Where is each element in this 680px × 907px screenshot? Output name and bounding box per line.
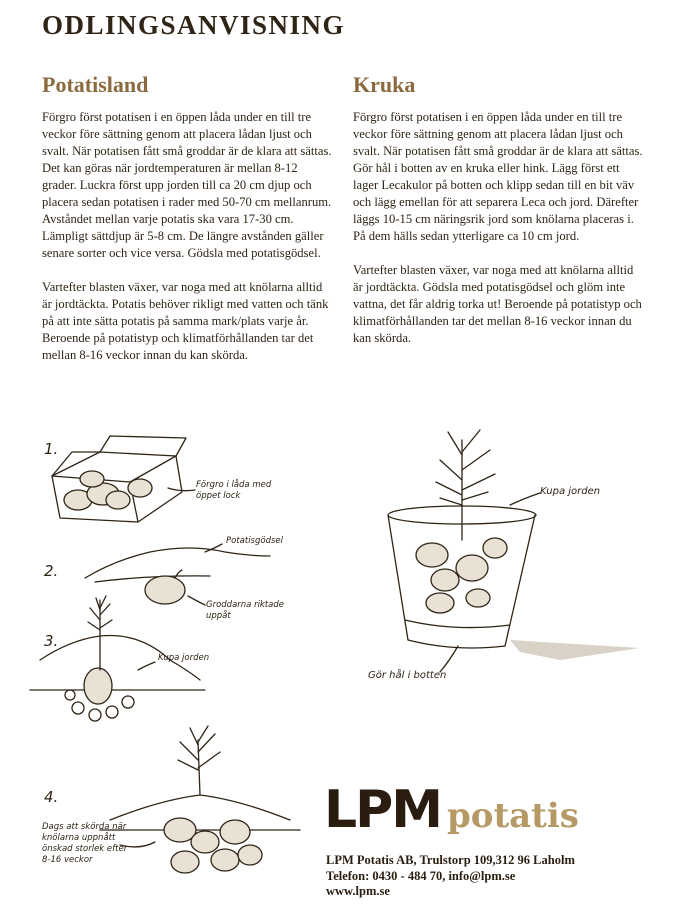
potatisland-paragraph-1: Förgro först potatisen i en öppen låda under en till tre veckor före sättning genom att placera lådan ljust och svalt. När potatisen fått små groddar är de klara att sättas. Det kan göras när jordtemperaturen är mellan 8-12 grader. Luckra först upp jorden till ca 20 cm djup och placera sedan potatisen i rader med 50-70 cm mellanrum. Avståndet mellan varje potatis ska vara 17-30 cm. Lämpligt sättdjup är 5-8 cm. De längre avstånden gäller senare sorter och vice versa. Gödsla med potatisgödsel. xyxy=(42,110,332,260)
step-4-number: 4. xyxy=(44,788,59,806)
brand-logo xyxy=(324,780,579,840)
step-1-caption: Förgro i låda med öppet lock xyxy=(196,480,272,501)
step-1-number: 1. xyxy=(44,440,59,458)
kruka-paragraph-1: Förgro först potatisen i en öppen låda under en till tre veckor före sättning genom att placera lådan ljust och svalt. När potatisen fått små groddar är de klara att sättas. Gör hål i botten av en kruka eller hink. Lägg först ett lager Lecakulor på botten och klipp sedan till en bit väv och lägg emellan för att separera Leca och jord. Därefter läggs 10-15 cm näringsrik jord som knölarna placeras i. På dem hälls sedan ytterligare ca 10 cm jord. xyxy=(353,110,643,243)
contact-website[interactable]: www.lpm.se xyxy=(326,884,390,898)
brand-lpm-wordmark: LPM xyxy=(324,780,441,840)
potatisland-paragraph-2: Vartefter blasten växer, var noga med att knölarna alltid är jordtäckta. Potatis behöver rikligt med vatten och tänk på att inte sätta potatis på samma mark/plats varje år. Beroende på potatistyp och klimatförhållanden tar det mellan 8-16 veckor innan du kan skörda. xyxy=(42,280,329,362)
contact-phone-email: Telefon: 0430 - 484 70, info@lpm.se xyxy=(326,868,516,883)
step-2-caption-sprouts: Groddarna riktade uppåt xyxy=(206,600,285,621)
pot-caption-drain-hole: Gör hål i botten xyxy=(368,670,447,681)
contact-info xyxy=(326,853,575,900)
step-3-number: 3. xyxy=(44,632,59,650)
step-1-box-illustration xyxy=(52,436,195,522)
contact-address: LPM Potatis AB, Trulstorp 109,312 96 Laholm xyxy=(326,853,575,867)
pot-illustration xyxy=(388,430,640,672)
step-2-soil-illustration xyxy=(85,544,270,605)
step-2-caption-fertilizer: Potatisgödsel xyxy=(226,536,284,546)
page-title: ODLINGSANVISNING xyxy=(42,10,346,40)
step-3-caption: Kupa jorden xyxy=(158,653,210,663)
brand-potatis-wordmark: potatis xyxy=(447,796,579,836)
step-4-caption: Dags att skörda när knölarna uppnått önskad storlek efter 8-16 veckor xyxy=(42,822,128,865)
potatisland-heading: Potatisland xyxy=(42,72,149,97)
kruka-paragraph-2: Vartefter blasten växer, var noga med att knölarna alltid är jordtäckta. Gödsla med potatisgödsel och glöm inte vattna, det får aldrig torka ut! Beroende på potatistyp och klimatförhållanden tar det mellan 8-16 veckor innan du kan skörda. xyxy=(353,263,642,345)
step-2-number: 2. xyxy=(44,562,59,580)
pot-caption-hilling: Kupa jorden xyxy=(540,486,601,497)
kruka-heading: Kruka xyxy=(353,72,416,97)
